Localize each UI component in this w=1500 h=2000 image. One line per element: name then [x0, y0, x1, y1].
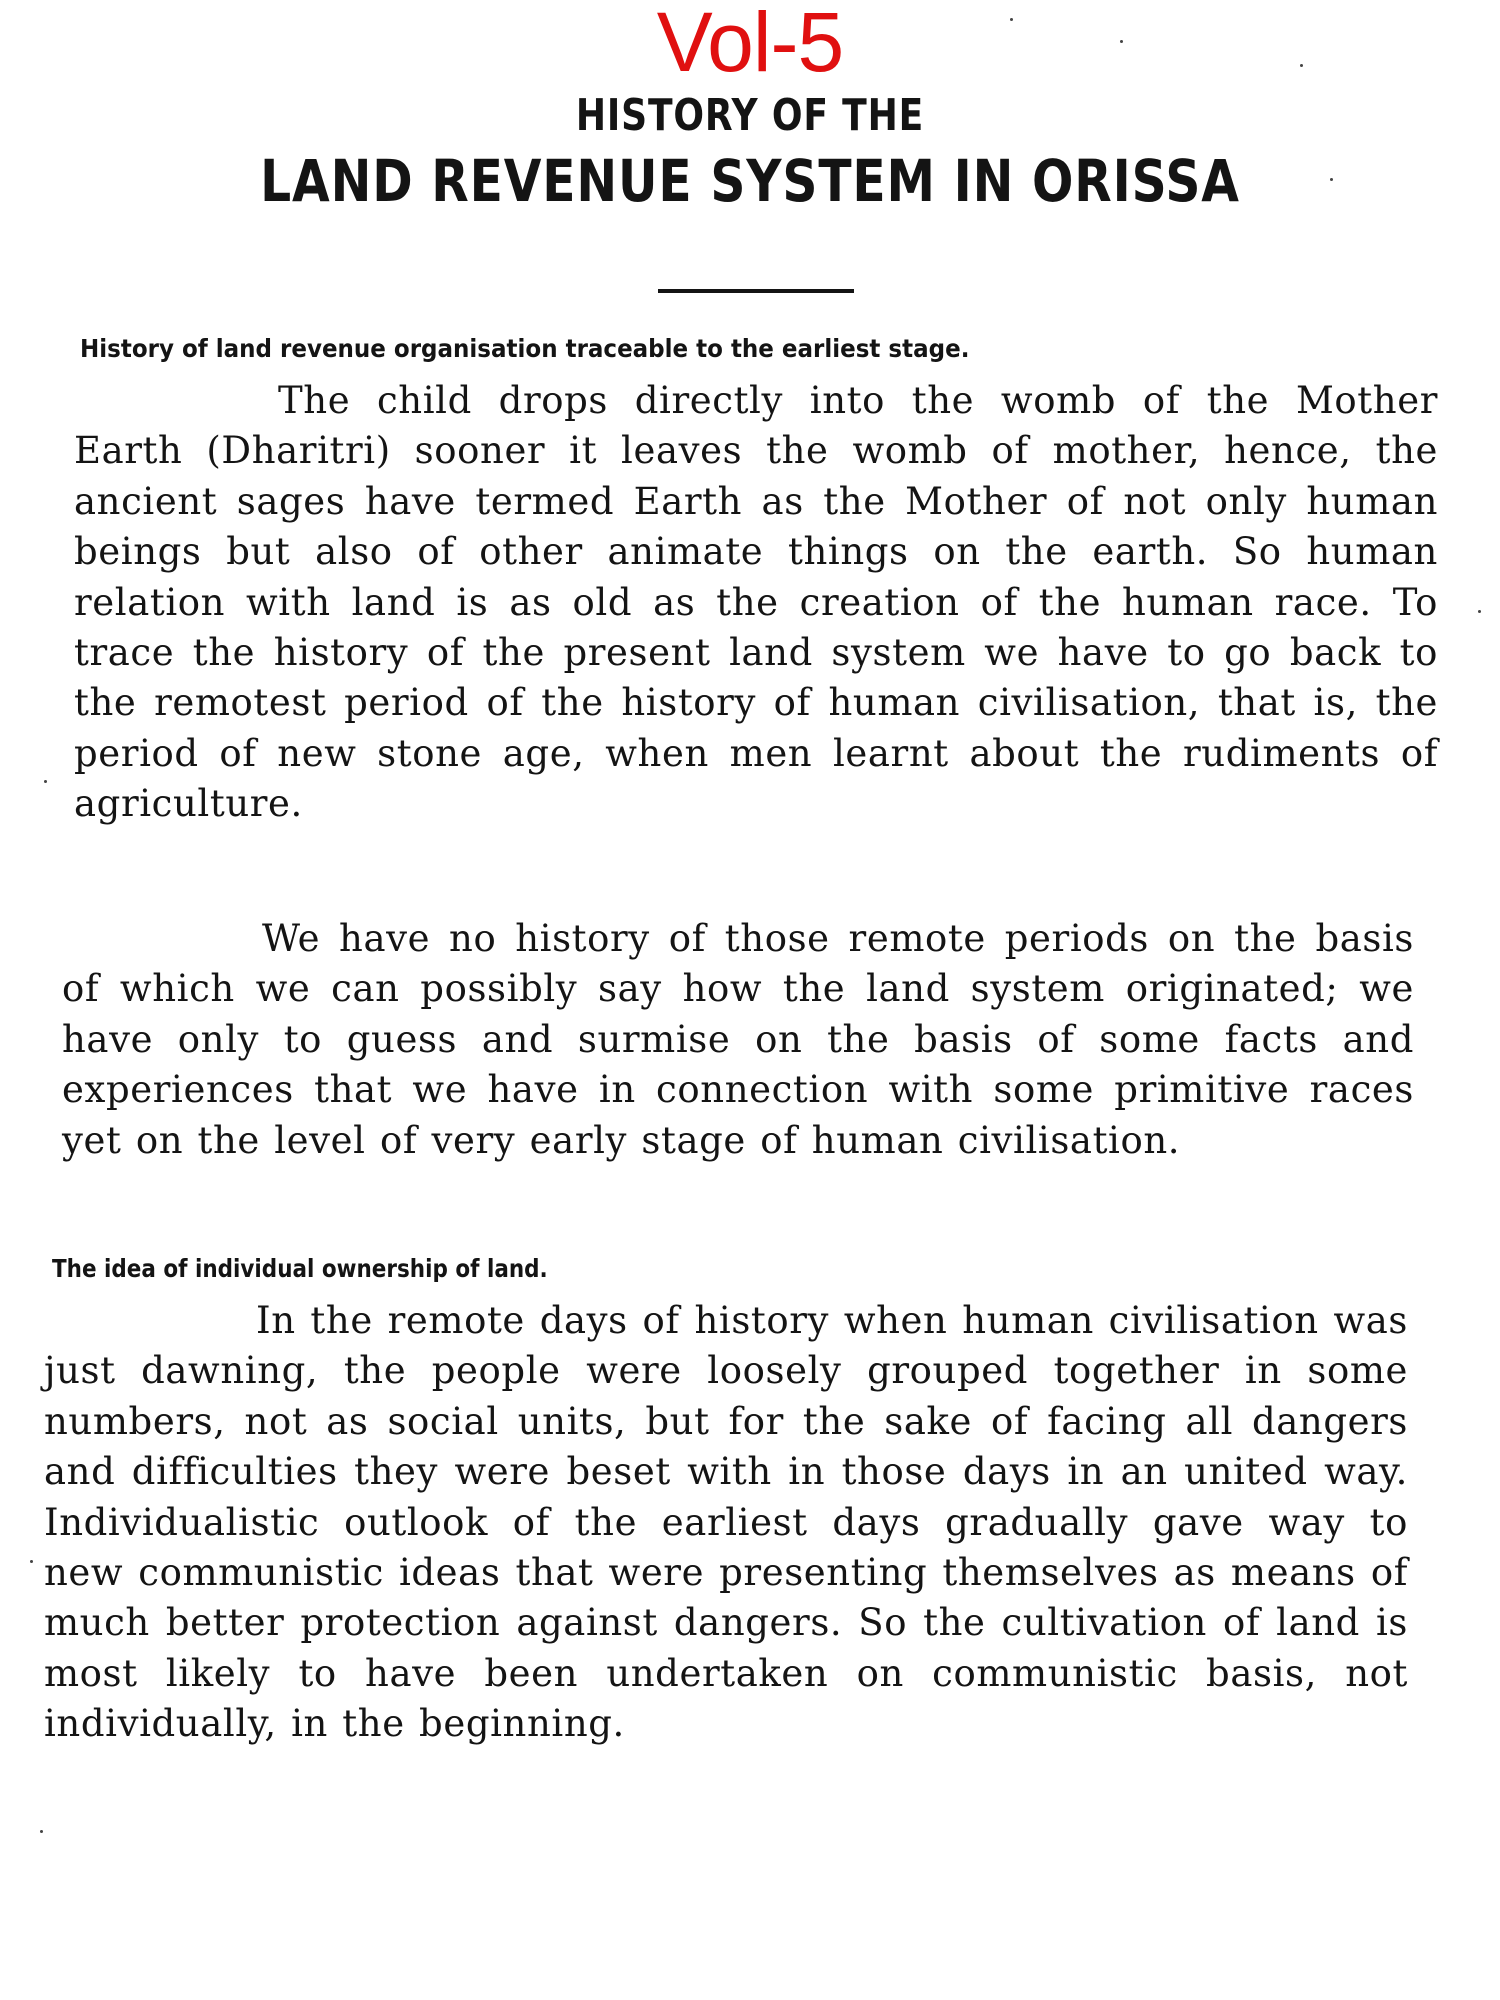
title-divider — [658, 289, 854, 293]
scan-speck — [1120, 40, 1123, 43]
scan-speck — [1478, 610, 1481, 613]
scan-speck — [1010, 18, 1013, 21]
scan-speck — [1300, 64, 1303, 67]
title-line-1: HISTORY OF THE — [575, 90, 925, 141]
section-heading-1: History of land revenue organisation traceable to the earliest stage. — [80, 334, 970, 363]
paragraph-3: In the remote days of history when human civilisation was just dawning, the people were loosely grouped together in some numbers, not as social units, but for the sake of facing all dangers and difficulties they were beset with in those days in an united way. Individualistic outlook of the earliest days gradually gave way to new communistic ideas that were presenting themselves as means of much better protection against dangers. So the cultivation of land is most likely to have been undertaken on communistic basis, not individually, in the beginning. — [44, 1299, 1408, 1746]
scan-speck — [30, 1560, 33, 1563]
section-heading-2: The idea of individual ownership of land. — [52, 1254, 548, 1283]
paragraph-2: We have no history of those remote periods on the basis of which we can possibly say how the land system originated; we have only to guess and surmise on the basis of some facts and experiences that we have in connection with some primitive races yet on the level of very early stage of human civilisation. — [62, 917, 1414, 1162]
scan-speck — [1330, 178, 1333, 181]
volume-label: Vol-5 — [656, 0, 844, 89]
paragraph-1: The child drops directly into the womb of the Mother Earth (Dharitri) sooner it leaves the womb of mother, hence, the ancient sages have termed Earth as the Mother of not only human beings but also of other animate things on the earth. So human relation with land is as old as the creation of the human race. To trace the history of the present land system we have to go back to the remotest period of the history of human civilisation, that is, the period of new stone age, when men learnt about the rudiments of agriculture. — [74, 379, 1438, 826]
scan-speck — [40, 1830, 43, 1833]
scan-speck — [44, 780, 47, 783]
title-line-2: LAND REVENUE SYSTEM IN ORISSA — [260, 147, 1240, 215]
